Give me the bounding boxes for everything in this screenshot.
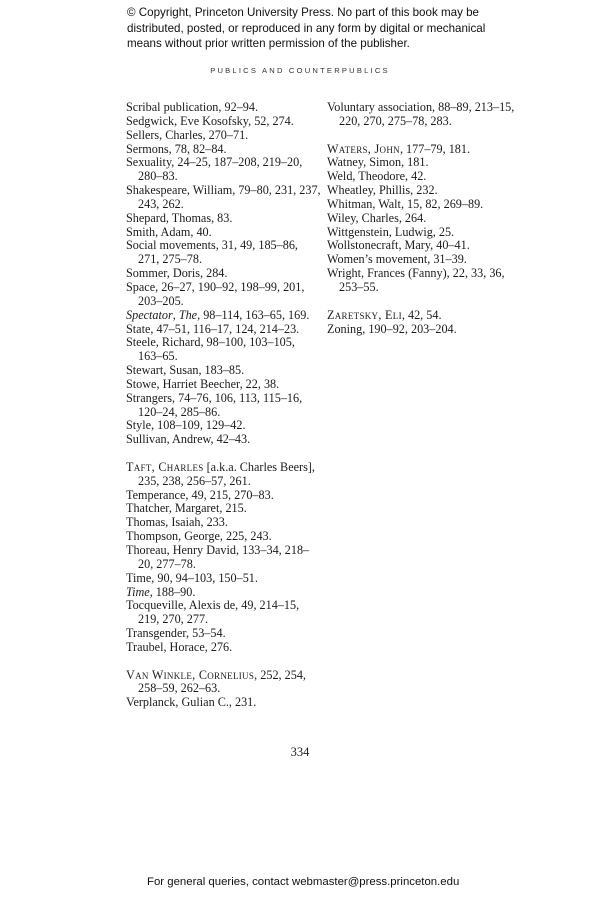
index-heading: State <box>126 321 151 336</box>
index-page-refs: , 181. <box>401 155 429 170</box>
index-page-refs: , 83. <box>211 210 233 225</box>
index-entry <box>126 516 321 530</box>
index-page-refs: , 188–90. <box>149 584 196 599</box>
index-letter-gap <box>327 295 527 309</box>
index-entry <box>126 212 321 226</box>
index-heading: The <box>178 307 198 322</box>
index-page-refs: , 74–76, 106, 113, 115–16, 120–24, 285–86. <box>138 390 303 419</box>
index-entry <box>126 572 321 586</box>
index-page-refs: , 22, 38. <box>239 376 280 391</box>
index-entry <box>327 143 527 157</box>
index-heading: Thomas, Isaiah <box>126 515 201 530</box>
index-heading: Thatcher, Margaret <box>126 501 220 516</box>
index-entry <box>126 143 321 157</box>
index-entry <box>327 267 527 295</box>
index-entry <box>327 239 527 253</box>
index-heading: Women’s movement <box>327 252 428 267</box>
page-number: 334 <box>290 745 310 759</box>
index-heading: Wiley, Charles <box>327 210 399 225</box>
index-heading: Strangers <box>126 390 173 405</box>
index-heading: Style <box>126 418 152 433</box>
index-entry <box>327 101 527 129</box>
index-page-refs: , 52, 274. <box>248 113 294 128</box>
index-entry <box>126 364 321 378</box>
index-heading: Sermons <box>126 141 169 156</box>
index-entry <box>327 323 527 337</box>
index-entry <box>126 641 321 655</box>
index-page-refs: , 190–92, 203–204. <box>362 321 457 336</box>
index-entry <box>126 309 321 323</box>
index-heading: Waters, John <box>327 141 400 156</box>
index-page-refs: , 88–89, 213–15, 220, 270, 275–78, 283. <box>339 100 515 128</box>
index-entry <box>126 544 321 572</box>
index-heading: Watney, Simon <box>327 155 402 170</box>
index-heading: Zoning <box>327 321 363 336</box>
index-entry <box>126 489 321 503</box>
index-page-refs: , 47–51, 116–17, 124, 214–23. <box>150 321 300 336</box>
index-page-refs: , 133–34, 218–20, 277–78. <box>138 543 310 571</box>
index-page-refs: [a.k.a. Charles Beers], 235, 238, 256–57, 261. <box>138 459 315 488</box>
index-page-refs: , 225, 243. <box>219 529 272 544</box>
index-entry <box>327 198 527 212</box>
index-entry <box>126 226 321 240</box>
index-heading: Wright, Frances (Fanny) <box>327 266 447 281</box>
index-entry <box>126 627 321 641</box>
index-page-refs: , 31–39. <box>427 252 467 267</box>
index-heading: Sommer, Doris <box>126 266 200 281</box>
index-page-refs: , 78, 82–84. <box>168 141 227 156</box>
index-heading: Whitman, Walt <box>327 196 401 211</box>
running-head: PUBLICS AND COUNTERPUBLICS <box>210 66 390 75</box>
index-page-refs: , 42–43. <box>210 432 251 447</box>
index-page-refs: , 108–109, 129–42. <box>151 418 246 433</box>
index-page-refs: , 40. <box>190 224 212 239</box>
index-heading: , <box>172 307 179 322</box>
index-page-refs: , 98–114, 163–65, 169. <box>197 307 310 322</box>
index-entry <box>327 212 527 226</box>
index-entry <box>327 184 527 198</box>
index-heading: Traubel, Horace <box>126 639 205 654</box>
index-entry <box>126 323 321 337</box>
index-heading: Thompson, George <box>126 529 220 544</box>
index-entry <box>327 309 527 323</box>
index-entry <box>126 267 321 281</box>
index-entry <box>327 170 527 184</box>
index-heading: Wittgenstein, Ludwig <box>327 224 433 239</box>
index-page-refs: , 15, 82, 269–89. <box>400 196 484 211</box>
index-entry <box>126 336 321 364</box>
index-heading: Time <box>126 570 152 585</box>
index-entry <box>126 530 321 544</box>
index-page-refs: , 177–79, 181. <box>399 141 471 156</box>
index-page-refs: , 284. <box>200 266 228 281</box>
index-page-refs: , 92–94. <box>218 100 259 114</box>
index-page-refs: , 31, 49, 185–86, 271, 275–78. <box>138 238 298 267</box>
index-heading: Temperance <box>126 487 186 502</box>
index-page-refs: , 215. <box>219 501 247 516</box>
index-entry <box>126 129 321 143</box>
index-heading: Zaretsky, Eli <box>327 307 402 322</box>
index-page-refs: , 276. <box>204 639 233 654</box>
index-page-refs: , 264. <box>398 210 427 225</box>
index-entry <box>126 239 321 267</box>
index-heading: Sullivan, Andrew <box>126 432 211 447</box>
index-page-refs: , 24–25, 187–208, 219–20, 280–83. <box>138 155 303 184</box>
index-heading: Shakespeare, William <box>126 183 233 198</box>
index-heading: Smith, Adam <box>126 224 191 239</box>
index-heading: Time <box>126 584 150 599</box>
index-entry <box>327 226 527 240</box>
index-entry <box>126 461 321 489</box>
index-entry <box>126 419 321 433</box>
index-entry <box>126 599 321 627</box>
index-heading: Wollstonecraft, Mary <box>327 238 431 253</box>
index-page-refs: , 252, 254, 258–59, 262–63. <box>138 667 306 696</box>
index-entry <box>126 586 321 600</box>
index-entry <box>126 115 321 129</box>
index-heading: Spectator <box>126 307 173 322</box>
index-heading: Sexuality <box>126 155 172 170</box>
index-heading: Stewart, Susan <box>126 363 199 378</box>
index-letter-gap <box>327 129 527 143</box>
index-heading: Shepard, Thomas <box>126 210 212 225</box>
index-entry <box>126 281 321 309</box>
index-heading: Sellers, Charles <box>126 127 203 142</box>
index-entry <box>126 669 321 697</box>
index-heading: Social movements <box>126 238 216 253</box>
index-page-refs: , 53–54. <box>186 626 226 641</box>
index-heading: Van Winkle, Cornelius <box>126 667 255 682</box>
index-page-refs: , 232. <box>410 183 438 198</box>
index-entry <box>126 392 321 420</box>
index-entry <box>126 502 321 516</box>
copyright-notice: © Copyright, Princeton University Press. No part of this book may be distributed, posted, or reproduced in any form by digital or mechanical means without prior written permission of the publisher. <box>127 6 486 50</box>
index-page-refs: , 42. <box>405 169 427 184</box>
index-page-refs: , 49, 215, 270–83. <box>185 487 274 502</box>
index-entry <box>126 156 321 184</box>
index-page-refs: , 49, 214–15, 219, 270, 277. <box>138 598 300 627</box>
index-heading: Space <box>126 279 156 294</box>
index-page-refs: , 90, 94–103, 150–51. <box>151 570 258 585</box>
index-page-refs: , 42, 54. <box>401 307 442 322</box>
index-heading: Voluntary association <box>327 100 433 114</box>
index-column-right <box>327 101 527 336</box>
index-entry <box>126 696 321 710</box>
index-page-refs: , 79–80, 231, 237, 243, 262. <box>138 183 321 211</box>
index-page-refs: , 26–27, 190–92, 198–99, 201, 203–205. <box>138 279 305 308</box>
index-heading: Steele, Richard <box>126 335 201 350</box>
index-page-refs: , 98–100, 103–105, 163–65. <box>138 335 295 364</box>
index-letter-gap <box>126 447 321 461</box>
index-entry <box>327 156 527 170</box>
index-page-refs: , 183–85. <box>198 363 245 378</box>
index-heading: Thoreau, Henry David <box>126 543 236 557</box>
index-heading: Transgender <box>126 626 186 641</box>
index-page-refs: , 25. <box>432 224 455 239</box>
index-heading: Taft, Charles <box>126 459 204 474</box>
index-page-refs: , 231. <box>228 695 257 710</box>
index-entry <box>126 184 321 212</box>
index-heading: Sedgwick, Eve Kosofsky <box>126 113 249 128</box>
index-entry <box>126 433 321 447</box>
index-entry <box>126 101 321 115</box>
index-page-refs: , 233. <box>200 515 228 530</box>
index-entry <box>327 253 527 267</box>
index-heading: Weld, Theodore <box>327 169 405 184</box>
index-column-left <box>126 101 321 710</box>
footer-contact: For general queries, contact webmaster@press.princeton.edu <box>147 876 460 888</box>
index-page-refs: , 270–71. <box>202 127 249 142</box>
index-heading: Tocqueville, Alexis de <box>126 598 236 613</box>
index-heading: Wheatley, Phillis <box>327 183 411 198</box>
index-heading: Scribal publication <box>126 100 219 114</box>
index-page-refs: , 22, 33, 36, 253–55. <box>339 266 505 294</box>
index-letter-gap <box>126 655 321 669</box>
index-entry <box>126 378 321 392</box>
index-heading: Verplanck, Gulian C. <box>126 695 229 710</box>
index-heading: Stowe, Harriet Beecher <box>126 376 240 391</box>
index-page-refs: , 40–41. <box>430 238 470 253</box>
